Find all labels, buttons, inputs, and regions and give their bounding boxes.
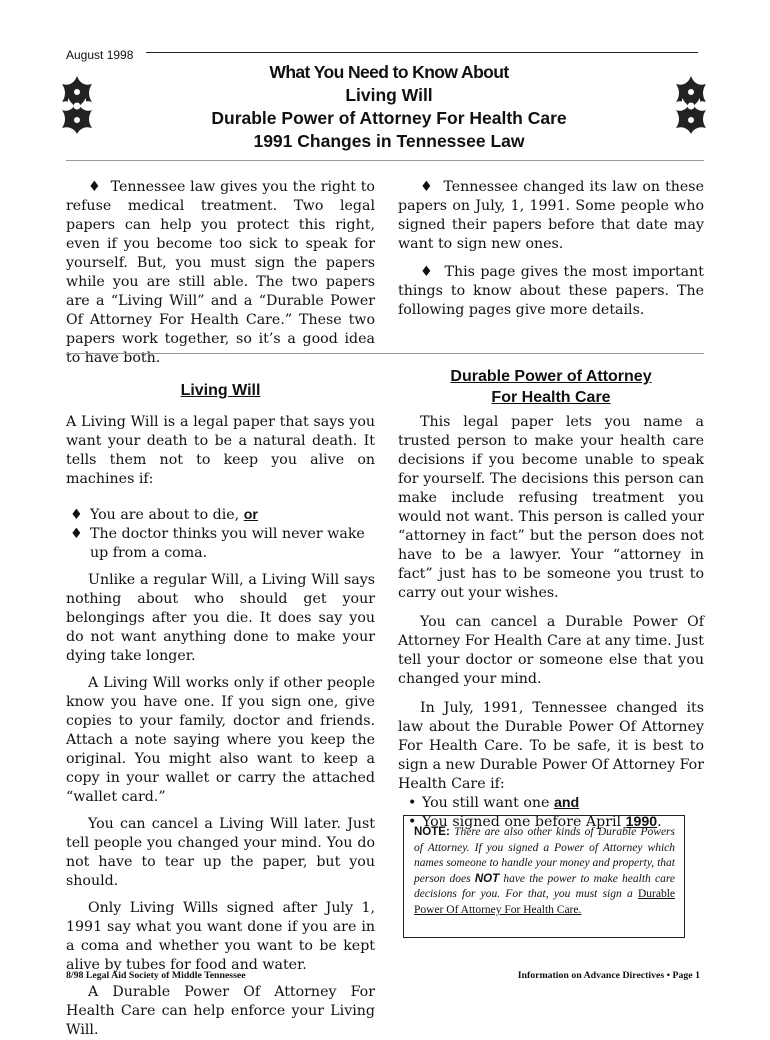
paragraph: You can cancel a Living Will later. Just tell people you changed your mind. You do not have to tear up the paper, but you should. xyxy=(66,816,375,889)
paragraph: A Living Will works only if other people know you have one. If you sign one, give copies to your family, doctor and friends. Attach a note saying where you keep the original. You might also want to keep a copy in your wallet or carry the attached “wallet card.” xyxy=(66,675,375,805)
dpoa-heading-line: For Health Care xyxy=(491,389,611,406)
note-box: NOTE: There are also other kinds of Durable Powers of Attorney. If you signed a Power of Attorney which names someone to handle your money and property, that person does NOT have the power to make health care decisions for you. For that, you must sign a Durable Power Of Attorney For Health Care. xyxy=(403,815,685,938)
paragraph: Unlike a regular Will, a Living Will says nothing about who should get your belongings after you die. It does say you do not want anything done to make your dying take longer. xyxy=(66,572,375,664)
header-rule xyxy=(146,52,698,53)
dot-bullet-icon: • xyxy=(408,795,417,811)
fleur-ornament-icon xyxy=(672,74,710,136)
paragraph: A Durable Power Of Attorney For Health Care can help enforce your Living Will. xyxy=(66,984,375,1038)
section-divider xyxy=(66,353,704,354)
diamond-bullet-icon: ♦ xyxy=(88,179,101,195)
dpoa-heading xyxy=(398,366,704,408)
diamond-bullet-icon: ♦ xyxy=(420,179,434,195)
issue-date: August 1998 xyxy=(66,48,134,62)
list-item: ♦ The doctor thinks you will never wake up from a coma. xyxy=(70,526,365,561)
diamond-bullet-icon: ♦ xyxy=(420,264,434,280)
dpoa-heading-line: Durable Power of Attorney xyxy=(450,368,652,385)
fleur-ornament-icon xyxy=(58,74,96,136)
list-item: • You signed one before April 1990. xyxy=(408,814,662,830)
paragraph: Only Living Wills signed after July 1, 1991 say what you want done if you are in a coma and whether you want to be kept alive by tubes for food and water. xyxy=(66,900,375,973)
living-will-heading: Living Will xyxy=(180,382,261,399)
title-line: What You Need to Know About xyxy=(269,62,509,82)
list-item: • You still want one and xyxy=(408,795,580,811)
living-will-bullets xyxy=(66,506,375,563)
note-document-name: Durable Power Of Attorney For Health Care. xyxy=(414,888,676,916)
title-line: 1991 Changes in Tennessee Law xyxy=(253,131,525,151)
title-line: Durable Power of Attorney For Health Care xyxy=(211,108,567,128)
intro-paragraph: ♦ Tennessee changed its law on these papers on July, 1, 1991. Some people who signed their papers before that date may want to sign new ones. xyxy=(398,179,704,252)
intro-right xyxy=(398,178,704,320)
intro-paragraph: ♦ Tennessee law gives you the right to refuse medical treatment. Two legal papers can help you protect this right, even if you become too sick to speak for yourself. But, you must sign the papers while you are still able. The two papers are a “Living Will” and a “Durable Power Of Attorney For Health Care.” These two papers work together, so it’s a good idea to have both. xyxy=(66,179,375,366)
section-divider xyxy=(66,160,704,161)
page-title xyxy=(150,61,628,153)
note-not: NOT xyxy=(474,872,500,885)
diamond-bullet-icon: ♦ xyxy=(70,526,83,542)
note-label: NOTE: xyxy=(414,826,450,838)
intro-left xyxy=(66,178,375,368)
paragraph: You can cancel a Durable Power Of Attorney For Health Care at any time. Just tell your doctor or someone else that you changed your mind. xyxy=(398,614,704,687)
footer-left: 8/98 Legal Aid Society of Middle Tennessee xyxy=(66,970,246,981)
paragraph: A Living Will is a legal paper that says you want your death to be a natural death. It tells them not to keep you alive on machines if: xyxy=(66,414,375,487)
living-will-section xyxy=(66,413,375,1040)
dpoa-section xyxy=(398,413,704,832)
dot-bullet-icon: • xyxy=(408,814,417,830)
title-line: Living Will xyxy=(345,85,433,105)
intro-paragraph: ♦ This page gives the most important things to know about these papers. The following pages give more details. xyxy=(398,264,704,318)
list-item: ♦ You are about to die, or xyxy=(70,507,258,523)
diamond-bullet-icon: ♦ xyxy=(70,507,83,523)
paragraph: This legal paper lets you name a trusted person to make your health care decisions if you become unable to speak for yourself. The decisions this person can make include refusing treatment you would not want. This person is called your “attorney in fact” but the person does not have to be a lawyer. Your “attorney in fact” just has to be someone you trust to carry out your wishes. xyxy=(398,414,704,601)
paragraph: In July, 1991, Tennessee changed its law about the Durable Power Of Attorney For Health Care. To be safe, it is best to sign a new Durable Power Of Attorney For Health Care if: xyxy=(398,700,704,792)
footer-right: Information on Advance Directives • Page 1 xyxy=(517,970,700,981)
